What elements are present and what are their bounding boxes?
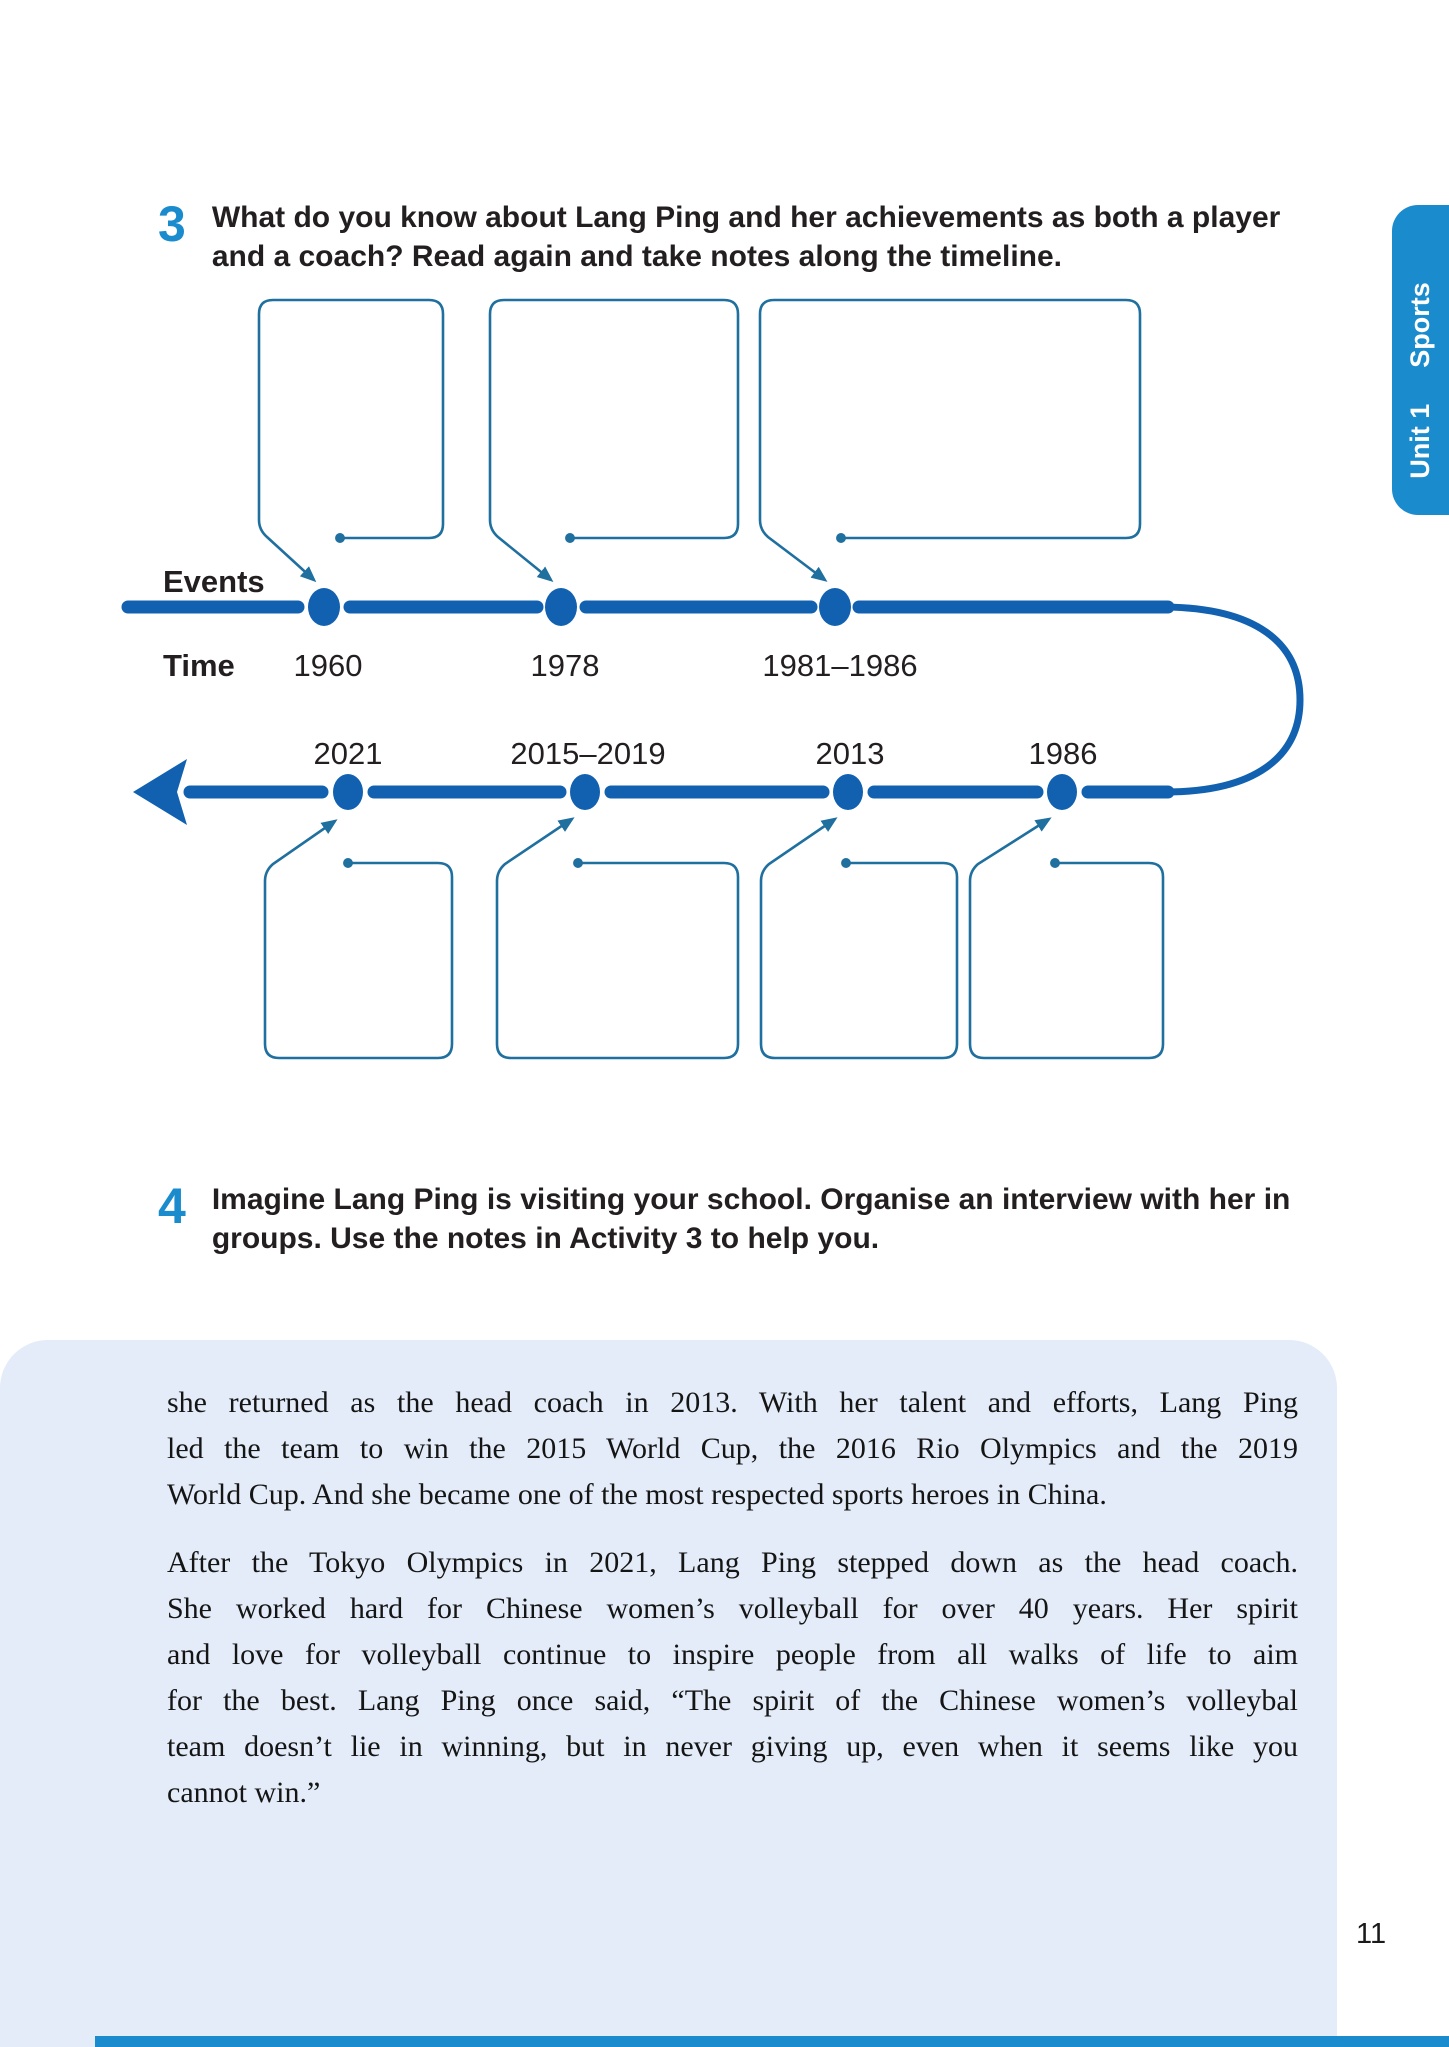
activity-3-instruction-line1: What do you know about Lang Ping and her achievements as both a player: [211, 201, 1281, 234]
note-box-1978[interactable]: [490, 300, 738, 580]
reading-line: World Cup. And she became one of the most respected sports heroes in China.: [167, 1478, 1107, 1511]
time-1981-1986: 1981–1986: [762, 648, 918, 683]
reading-line: After the Tokyo Olympics in 2021, Lang Ping stepped down as the head coach.: [167, 1546, 1298, 1579]
timeline-dot-2013: [833, 774, 863, 810]
unit-tab: [1392, 205, 1449, 515]
time-1986: 1986: [1028, 736, 1098, 771]
page-number: 11: [1356, 1918, 1387, 1950]
timeline-dot-1960: [308, 588, 340, 626]
timeline-dot-1981-1986: [819, 588, 851, 626]
timeline-dot-2015-2019: [570, 774, 600, 810]
bottom-accent-bar: [95, 2036, 1449, 2047]
time-2013: 2013: [815, 736, 885, 771]
activity-3-instruction: [212, 198, 1281, 276]
time-2021: 2021: [313, 736, 383, 771]
time-2015-2019: 2015–2019: [510, 736, 666, 771]
note-box-1960[interactable]: [259, 300, 443, 580]
reading-line: She worked hard for Chinese women’s volleyball for over 40 years. Her spirit: [167, 1592, 1298, 1625]
unit-tab-unit-label: Unit 1: [1405, 403, 1435, 479]
reading-line: for the best. Lang Ping once said, “The spirit of the Chinese women’s volleybal: [167, 1684, 1298, 1717]
timeline-line: [128, 607, 1300, 792]
activity-4-instruction: [212, 1180, 1291, 1258]
activity-3-number: 3: [158, 196, 186, 252]
activity-3-header: [158, 198, 1280, 276]
timeline-arrow-left-icon: [133, 759, 187, 825]
reading-line: she returned as the head coach in 2013. With her talent and efforts, Lang Ping: [167, 1386, 1298, 1419]
time-1978: 1978: [530, 648, 600, 683]
timeline-dot-1986: [1047, 774, 1077, 810]
reading-line: led the team to win the 2015 World Cup, the 2016 Rio Olympics and the 2019: [167, 1432, 1298, 1465]
timeline-dot-2021: [333, 774, 363, 810]
timeline-dot-1978: [545, 588, 577, 626]
note-box-2015-2019[interactable]: [497, 819, 738, 1058]
reading-panel: [0, 1340, 1337, 2047]
activity-4-instruction-line2: groups. Use the notes in Activity 3 to help you.: [211, 1222, 880, 1255]
unit-tab-subject-label: Sports: [1405, 281, 1435, 368]
activity-3-instruction-line2: and a coach? Read again and take notes along the timeline.: [211, 240, 1063, 273]
activity-4-instruction-line1: Imagine Lang Ping is visiting your school. Organise an interview with her in: [211, 1183, 1291, 1216]
reading-passage: [167, 1380, 1298, 1816]
reading-paragraph-2: [167, 1540, 1298, 1816]
unit-tab-text: [1405, 282, 1436, 479]
note-box-1981-1986[interactable]: [760, 300, 1140, 580]
note-box-1986[interactable]: [970, 819, 1163, 1058]
events-label: Events: [163, 564, 265, 599]
reading-paragraph-1: [167, 1380, 1298, 1518]
activity-4-number: 4: [158, 1178, 186, 1234]
reading-line: and love for volleyball continue to inspire people from all walks of life to aim: [167, 1638, 1298, 1671]
reading-line: cannot win.”: [167, 1776, 321, 1809]
time-1960: 1960: [293, 648, 363, 683]
reading-line: team doesn’t lie in winning, but in never giving up, even when it seems like you: [167, 1730, 1298, 1763]
note-box-2021[interactable]: [265, 821, 452, 1058]
activity-4-header: [158, 1180, 1290, 1258]
time-label: Time: [163, 648, 235, 683]
note-box-2013[interactable]: [761, 819, 957, 1058]
